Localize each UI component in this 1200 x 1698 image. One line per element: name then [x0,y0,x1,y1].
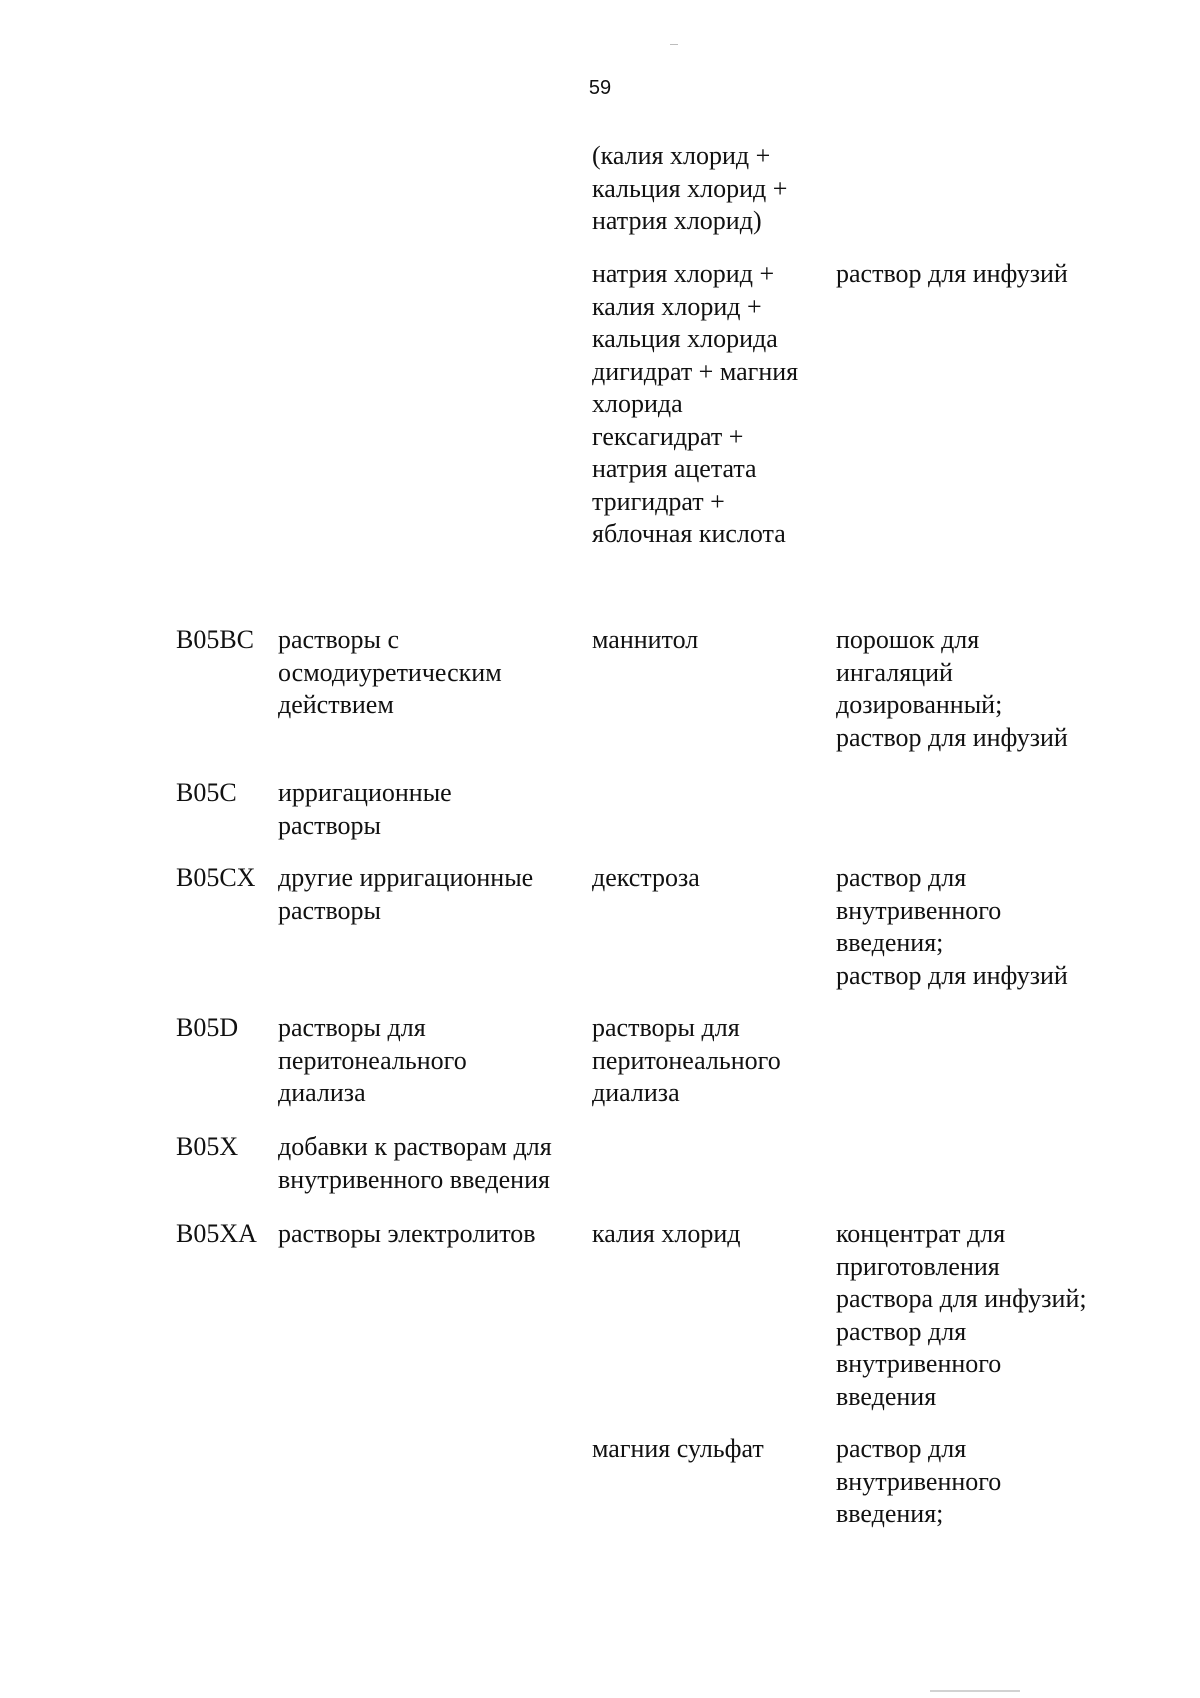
dosage-form: раствор для внутривенного введения; раствор для инфузий [836,863,1068,990]
group-name: растворы для перитонеального диализа [278,1013,467,1107]
drug-name: натрия хлорид + калия хлорид + кальция хлорида дигидрат + магния хлорида гексагидрат + натрия ацетата тригидрат + яблочная кислота [592,259,799,548]
drug-name: (калия хлорид + кальция хлорид + натрия хлорид) [592,141,788,235]
group-name: растворы с осмодиуретическим действием [278,625,502,719]
group-name: другие ирригационные растворы [278,863,534,925]
scan-artifact [930,1690,1020,1692]
drug-name: растворы для перитонеального диализа [592,1013,781,1107]
group-name: ирригационные растворы [278,778,452,840]
drug-name: калия хлорид [592,1219,741,1248]
atc-code: B05C [176,778,237,807]
group-name: растворы электролитов [278,1219,536,1248]
group-name: добавки к растворам для внутривенного введения [278,1132,552,1194]
atc-code: B05CX [176,863,256,892]
atc-code: B05X [176,1132,239,1161]
dosage-form: порошок для ингаляций дозированный; раствор для инфузий [836,625,1068,752]
scan-artifact [670,44,678,45]
drug-name: декстроза [592,863,700,892]
drug-name: маннитол [592,625,699,654]
dosage-form: концентрат для приготовления раствора для инфузий; раствор для внутривенного введения [836,1219,1087,1411]
drug-name: магния сульфат [592,1434,764,1463]
dosage-form: раствор для внутривенного введения; [836,1434,1002,1528]
atc-code: B05XA [176,1219,257,1248]
page-number: 59 [588,77,612,99]
atc-code: B05D [176,1013,239,1042]
atc-code: B05BC [176,625,255,654]
dosage-form: раствор для инфузий [836,259,1068,288]
